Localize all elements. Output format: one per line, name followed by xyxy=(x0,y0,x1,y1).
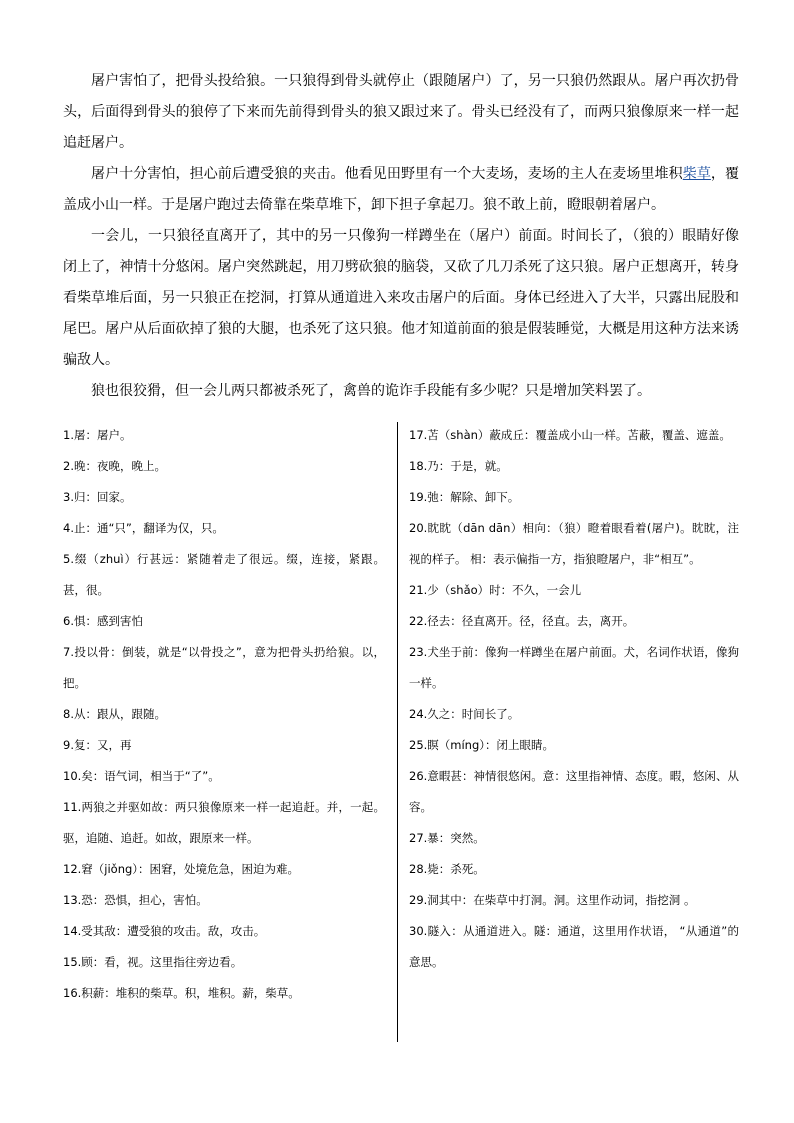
note-item: 25.瞑（míng）：闭上眼睛。 xyxy=(409,738,555,752)
annotation-notes xyxy=(63,420,739,1042)
note-item: 27.暴：突然。 xyxy=(409,831,485,845)
paragraph-2 xyxy=(63,159,739,221)
note-item: 12.窘（jiǒng）：困窘，处境危急，困迫为难。 xyxy=(63,862,300,876)
firewood-link[interactable]: 柴草 xyxy=(682,166,711,182)
note-item: 2.晚：夜晚，晚上。 xyxy=(63,459,166,473)
notes-left-column xyxy=(63,420,385,1009)
paragraph-2-text-start: 屠户十分害怕，担心前后遭受狼的夹击。他看见田野里有一个大麦场，麦场的主人在麦场里堆积 xyxy=(91,166,683,182)
paragraph-1: 屠户害怕了，把骨头投给狼。一只狼得到骨头就停止（跟随屠户）了，另一只狼仍然跟从。屠户再次扔骨头，后面得到骨头的狼停了下来而先前得到骨头的狼又跟过来了。骨头已经没有了，而两只狼像原来一样一起追赶屠户。 xyxy=(63,73,739,151)
note-item: 23.犬坐于前：像狗一样蹲坐在屠户前面。犬，名词作状语，像狗一样。 xyxy=(409,645,739,690)
note-item: 30.隧入：从通道进入。隧：通道，这里用作状语， “从通道”的意思。 xyxy=(409,924,739,969)
note-item: 17.苫（shàn）蔽成丘：覆盖成小山一样。苫蔽，覆盖、遮盖。 xyxy=(409,428,731,442)
note-item: 24.久之：时间长了。 xyxy=(409,707,520,721)
notes-right-column xyxy=(409,420,739,978)
note-item: 14.受其敌：遭受狼的攻击。敌，攻击。 xyxy=(63,924,266,938)
translation-text xyxy=(63,66,739,407)
note-item: 28.毙：杀死。 xyxy=(409,862,485,876)
note-item: 4.止：通“只”，翻译为仅，只。 xyxy=(63,521,224,535)
note-item: 11.两狼之并驱如故：两只狼像原来一样一起追赶。并，一起。驱，追随、追赶。如故，跟原来一样。 xyxy=(63,800,385,845)
note-item: 22.径去：径直离开。径，径直。去，离开。 xyxy=(409,614,635,628)
note-item: 7.投以骨：倒装，就是“以骨投之”，意为把骨头扔给狼。以，把。 xyxy=(63,645,385,690)
column-divider xyxy=(397,422,398,1042)
note-item: 8.从：跟从，跟随。 xyxy=(63,707,166,721)
note-item: 16.积薪：堆积的柴草。积，堆积。薪，柴草。 xyxy=(63,986,300,1000)
note-item: 13.恐：恐惧，担心，害怕。 xyxy=(63,893,208,907)
note-item: 20.眈眈（dān dān）相向：（狼）瞪着眼看着(屠户)。眈眈，注视的样子。 相：表示偏指一方，指狼瞪屠户，非“相互”。 xyxy=(409,521,739,566)
note-item: 26.意暇甚：神情很悠闲。意：这里指神情、态度。暇，悠闲、从容。 xyxy=(409,769,739,814)
note-item: 15.顾：看，视。这里指往旁边看。 xyxy=(63,955,243,969)
paragraph-4: 狼也很狡猾，但一会儿两只都被杀死了，禽兽的诡诈手段能有多少呢？只是增加笑料罢了。 xyxy=(91,383,651,399)
paragraph-3: 一会儿，一只狼径直离开了，其中的另一只像狗一样蹲坐在（屠户）前面。时间长了，（狼的）眼睛好像闭上了，神情十分悠闲。屠户突然跳起，用刀劈砍狼的脑袋，又砍了几刀杀死了这只狼。屠户正想离开，转身看柴草堆后面，另一只狼正在挖洞，打算从通道进入来攻击屠户的后面。身体已经进入了大半，只露出屁股和尾巴。屠户从后面砍掉了狼的大腿，也杀死了这只狼。他才知道前面的狼是假装睡觉，大概是用这种方法来诱骗敌人。 xyxy=(63,228,739,368)
note-item: 10.矣：语气词，相当于“了”。 xyxy=(63,769,220,783)
note-item: 6.惧：感到害怕 xyxy=(63,614,143,628)
note-item: 1.屠：屠户。 xyxy=(63,428,132,442)
note-item: 19.弛：解除、卸下。 xyxy=(409,490,520,504)
note-item: 3.归：回家。 xyxy=(63,490,132,504)
note-item: 21.少（shǎo）时：不久，一会儿 xyxy=(409,583,582,597)
note-item: 29.洞其中：在柴草中打洞。洞。这里作动词，指挖洞 。 xyxy=(409,893,696,907)
note-item: 18.乃：于是，就。 xyxy=(409,459,508,473)
note-item: 9.复：又，再 xyxy=(63,738,132,752)
note-item: 5.缀（zhuì）行甚远：紧随着走了很远。缀，连接，紧跟。甚，很。 xyxy=(63,552,385,597)
paragraph-2-text-end: ，覆盖成小山一样。于是屠户跑过去倚靠在柴草堆下，卸下担子拿起刀。狼不敢上前，瞪眼朝着屠户。 xyxy=(63,166,740,213)
